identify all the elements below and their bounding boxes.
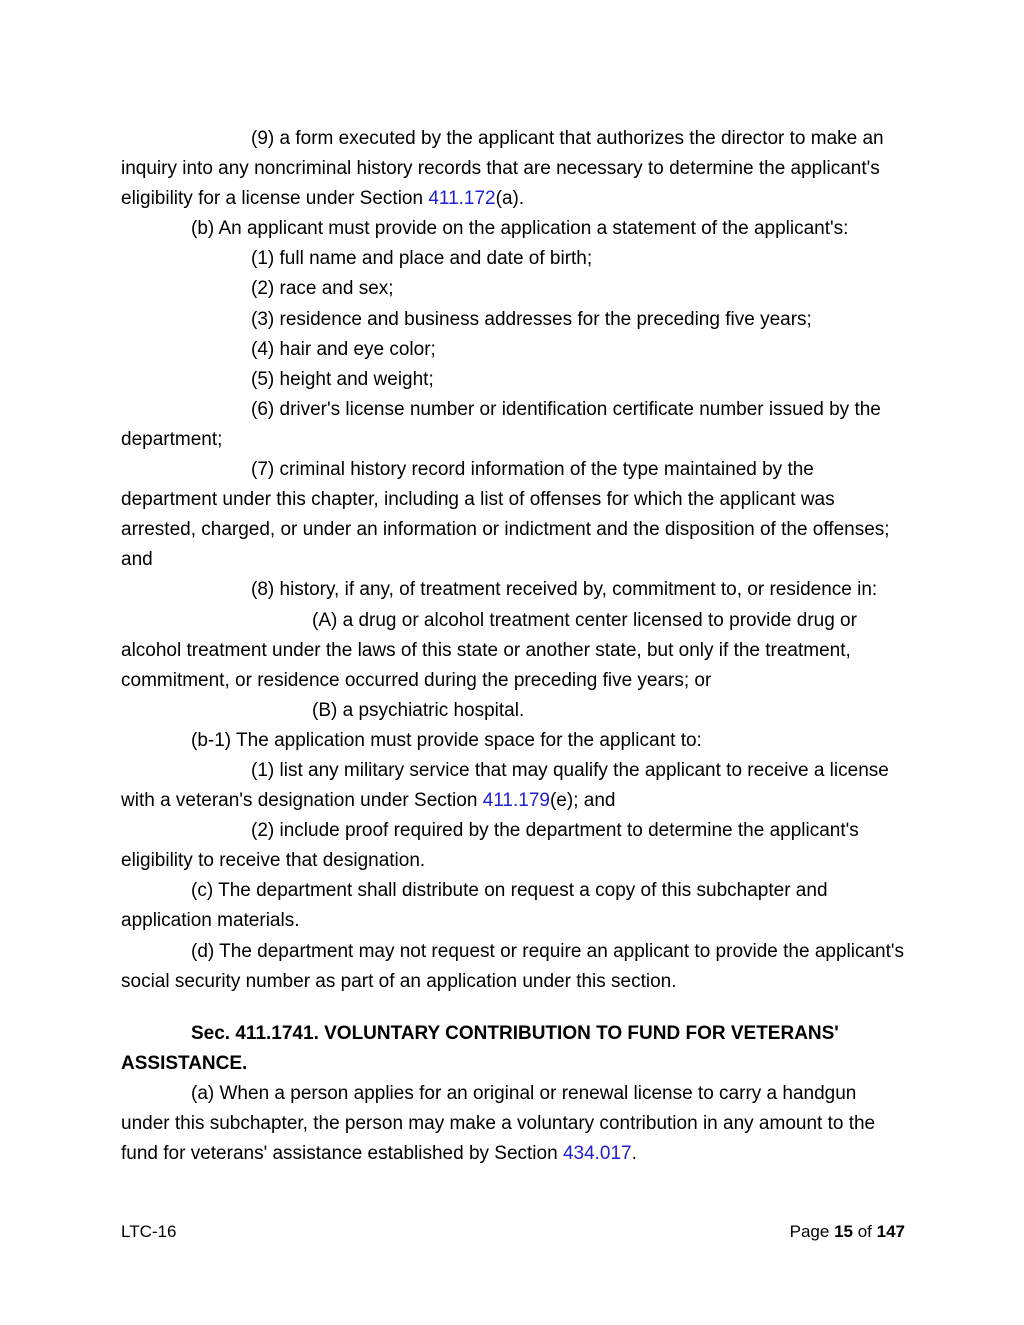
item-9-text: (9) a form executed by the applicant that authorizes the director to make an inquiry into any noncriminal history records that are necessary to determine the applicant's eligibility for a license under Section	[121, 128, 884, 210]
section-411-179-link[interactable]: 411.179	[482, 790, 550, 812]
item-b5-paragraph: (5) height and weight;	[251, 368, 434, 390]
sec-1741-subsection-a-paragraph	[121, 1079, 905, 1169]
item-b6-paragraph: (6) driver's license number or identification certificate number issued by the department;	[121, 398, 881, 450]
section-411-172-link[interactable]: 411.172	[428, 188, 496, 210]
page-total: 147	[876, 1222, 905, 1241]
sec-1741-a-suffix: .	[631, 1143, 637, 1165]
item-b8-A-paragraph: (A) a drug or alcohol treatment center licensed to provide drug or alcohol treatment under the laws of this state or another state, but only if the treatment, commitment, or residence occurred during the preceding five years; or	[121, 609, 857, 691]
page-number	[790, 1220, 905, 1244]
item-b-1-2-paragraph: (2) include proof required by the department to determine the applicant's eligibility to receive that designation.	[121, 820, 859, 872]
subsection-d-paragraph: (d) The department may not request or require an applicant to provide the applicant's social security number as part of an application under this section.	[121, 940, 905, 992]
item-b-1-1-suffix: (e); and	[549, 790, 616, 812]
item-b2-paragraph: (2) race and sex;	[251, 278, 394, 300]
section-434-017-link[interactable]: 434.017	[562, 1143, 632, 1165]
section-heading: Sec. 411.1741. VOLUNTARY CONTRIBUTION TO FUND FOR VETERANS' ASSISTANCE.	[121, 1022, 839, 1074]
sec-1741-a-text: (a) When a person applies for an original or renewal license to carry a handgun under this subchapter, the person may make a voluntary contribution in any amount to the fund for veterans' assistance established by Section	[121, 1082, 876, 1165]
item-b3-paragraph: (3) residence and business addresses for the preceding five years;	[251, 308, 812, 330]
item-b8-B-paragraph: (B) a psychiatric hospital.	[312, 699, 525, 721]
document-code: LTC-16	[121, 1222, 177, 1241]
subsection-b-1-paragraph: (b-1) The application must provide space for the applicant to:	[191, 729, 702, 751]
item-b-1-1-paragraph	[121, 756, 905, 816]
document-body	[121, 124, 905, 1169]
page-prefix: Page	[789, 1222, 835, 1241]
subsection-b-paragraph: (b) An applicant must provide on the application a statement of the applicant's:	[191, 218, 849, 240]
page-current: 15	[834, 1222, 853, 1241]
page-of: of	[853, 1222, 877, 1241]
item-b7-paragraph: (7) criminal history record information of the type maintained by the department under this chapter, including a list of offenses for which the applicant was arrested, charged, or under an information or indictment and the disposition of the offenses; and	[121, 459, 890, 571]
item-b1-paragraph: (1) full name and place and date of birth;	[251, 248, 593, 270]
subsection-c-paragraph: (c) The department shall distribute on request a copy of this subchapter and application materials.	[121, 880, 828, 932]
item-b-1-1-text: (1) list any military service that may qualify the applicant to receive a license with a veteran's designation under Section	[121, 759, 889, 812]
item-9-suffix: (a).	[495, 188, 525, 210]
item-b4-paragraph: (4) hair and eye color;	[251, 338, 436, 360]
item-9-paragraph	[121, 124, 905, 214]
item-b8-paragraph: (8) history, if any, of treatment received by, commitment to, or residence in:	[251, 579, 878, 601]
